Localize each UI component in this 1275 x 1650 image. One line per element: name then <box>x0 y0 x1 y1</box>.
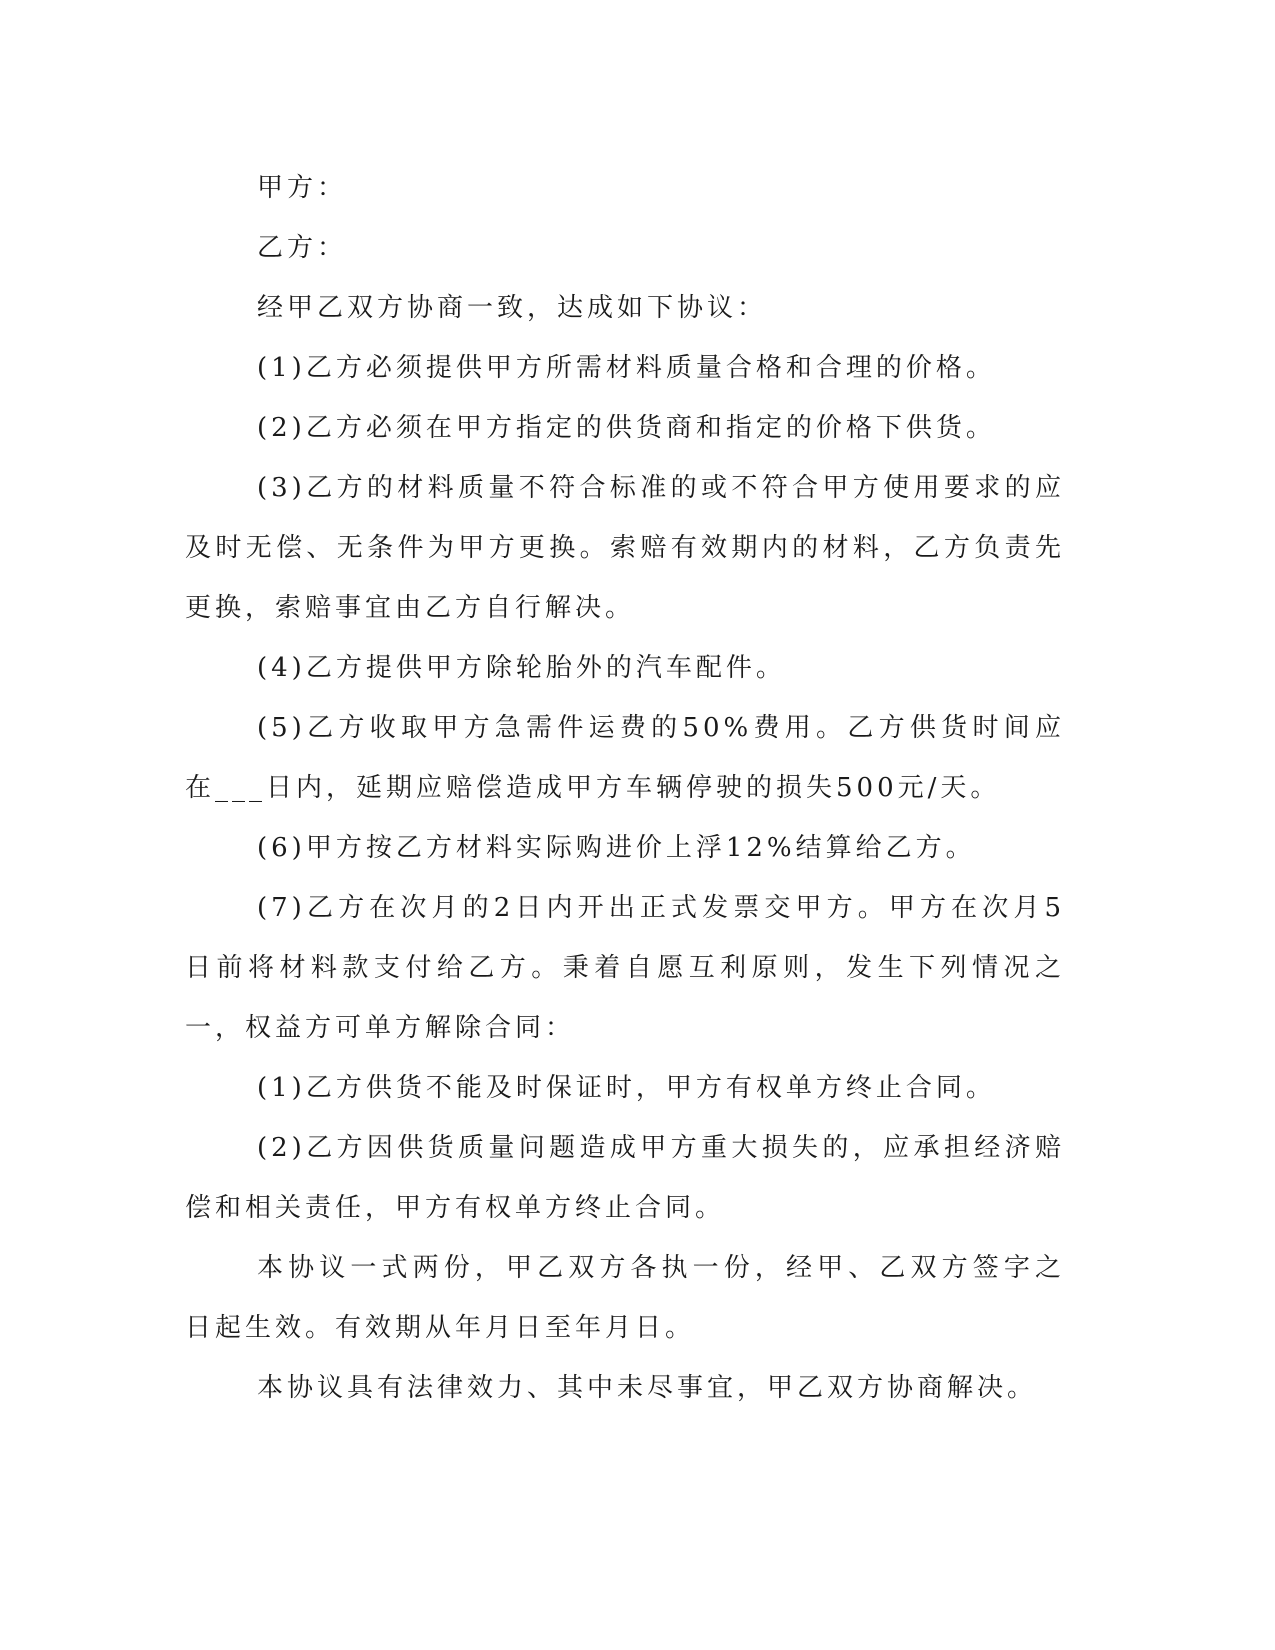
legal-effect-clause: 本协议具有法律效力、其中未尽事宜，甲乙双方协商解决。 <box>257 1373 1038 1403</box>
clause-4: (4)乙方提供甲方除轮胎外的汽车配件。 <box>257 653 786 683</box>
party-b-line: 乙方： <box>257 233 348 263</box>
document-body <box>185 158 1065 1418</box>
clause-6: (6)甲方按乙方材料实际购进价上浮12%结算给乙方。 <box>257 833 976 863</box>
agreement-intro: 经甲乙双方协商一致，达成如下协议： <box>257 293 768 323</box>
copies-validity-clause: 本协议一式两份，甲乙双方各执一份，经甲、乙双方签字之日起生效。有效期从年月日至年月日。 <box>185 1253 1065 1343</box>
clause-7: (7)乙方在次月的2日内开出正式发票交甲方。甲方在次月5日前将材料款支付给乙方。秉着自愿互利原则，发生下列情况之一，权益方可单方解除合同： <box>185 893 1065 1043</box>
clause-3: (3)乙方的材料质量不符合标准的或不符合甲方使用要求的应及时无偿、无条件为甲方更换。索赔有效期内的材料，乙方负责先更换，索赔事宜由乙方自行解决。 <box>185 473 1065 623</box>
clause-2: (2)乙方必须在甲方指定的供货商和指定的价格下供货。 <box>257 413 996 443</box>
termination-clause-2: (2)乙方因供货质量问题造成甲方重大损失的，应承担经济赔偿和相关责任，甲方有权单方终止合同。 <box>185 1133 1065 1223</box>
party-a-line: 甲方： <box>257 173 348 203</box>
clause-1: (1)乙方必须提供甲方所需材料质量合格和合理的价格。 <box>257 353 996 383</box>
clause-5: (5)乙方收取甲方急需件运费的50%费用。乙方供货时间应在___日内，延期应赔偿造成甲方车辆停驶的损失500元/天。 <box>185 713 1065 803</box>
termination-clause-1: (1)乙方供货不能及时保证时，甲方有权单方终止合同。 <box>257 1073 996 1103</box>
